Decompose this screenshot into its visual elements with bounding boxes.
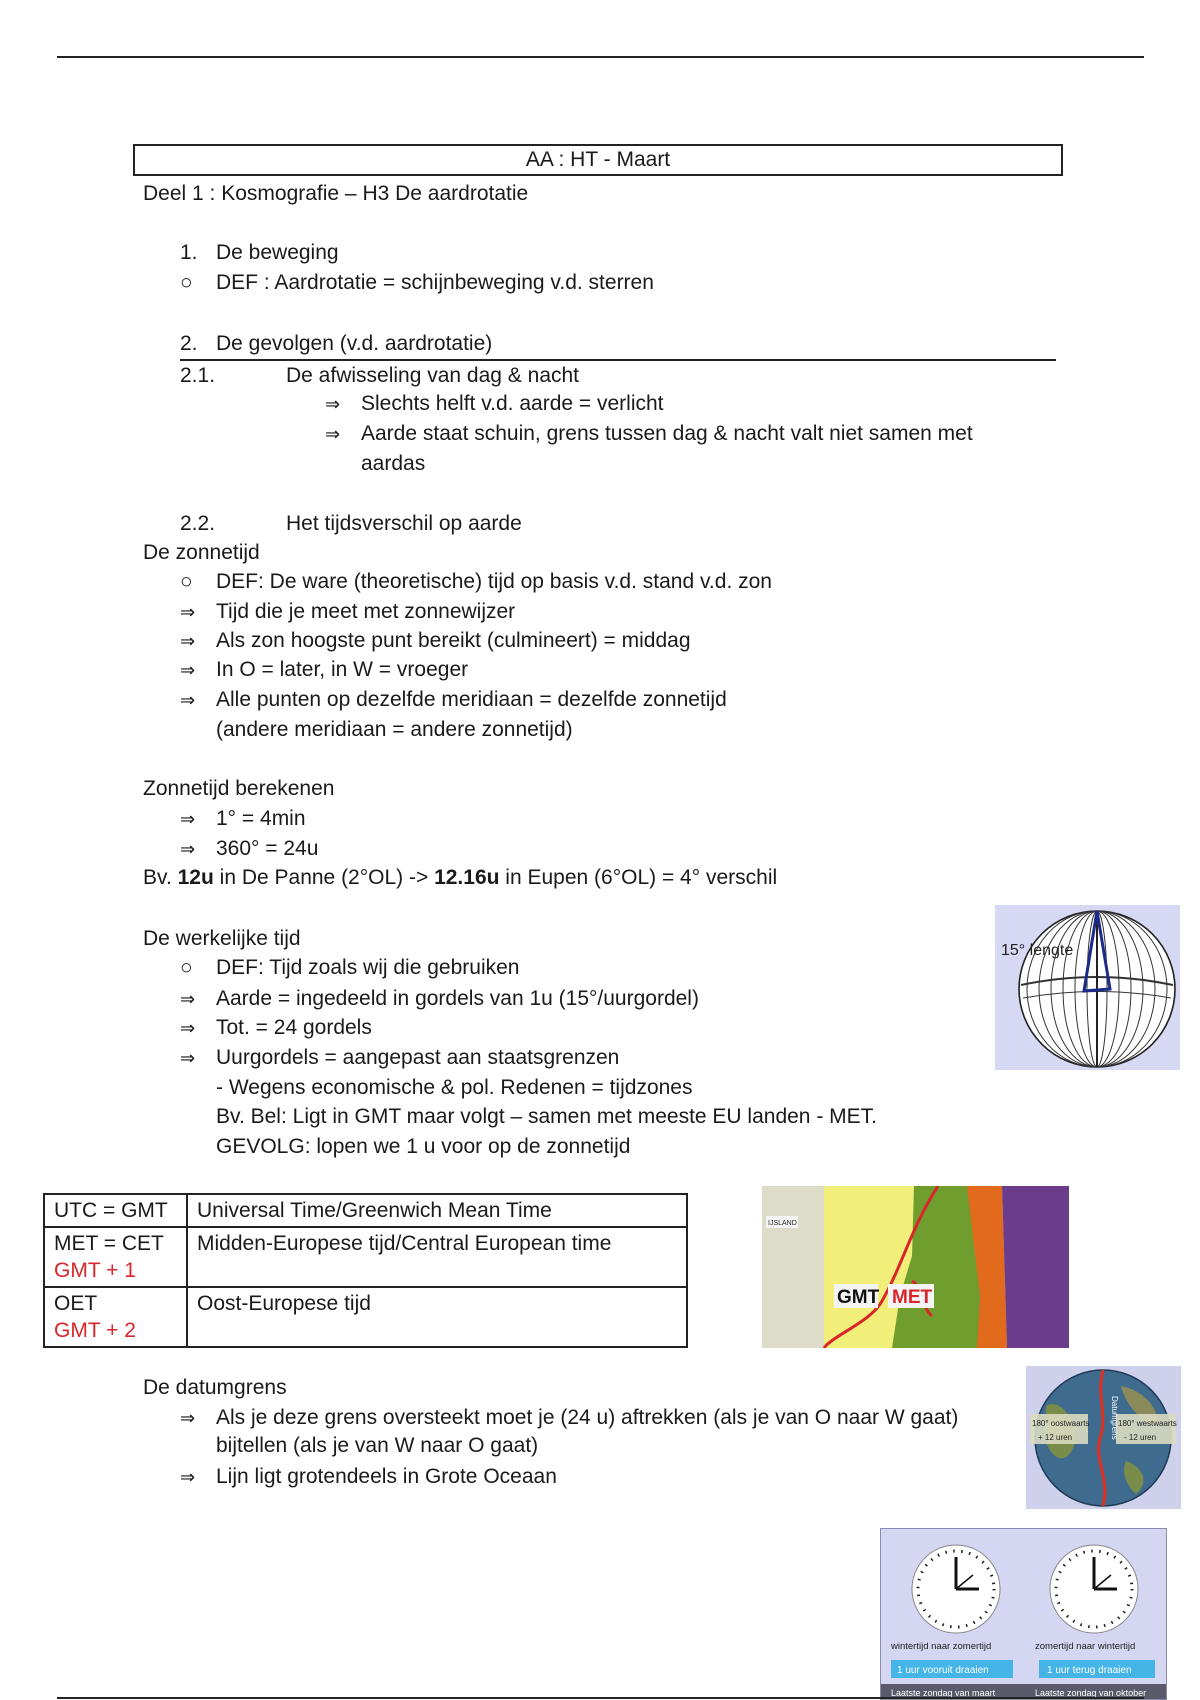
page-title: AA : HT - Maart xyxy=(133,144,1063,176)
subheading-2-2-number: 2.2. xyxy=(180,512,216,535)
abbreviation: OET xyxy=(54,1292,98,1315)
list-item xyxy=(180,1464,557,1490)
heading-1-number: 1. xyxy=(180,241,198,264)
list-item-text: 1° = 4min xyxy=(216,807,306,830)
list-item xyxy=(180,986,699,1012)
heading-zonnetijd-berekenen: Zonnetijd berekenen xyxy=(143,777,335,800)
heading-2-underline xyxy=(180,359,1056,361)
abbreviation: MET = CET xyxy=(54,1232,164,1255)
list-item-text: Slechts helft v.d. aarde = verlicht xyxy=(361,392,664,415)
map-met-label: MET xyxy=(892,1287,933,1308)
list-item xyxy=(180,1015,372,1041)
list-item-text: DEF: Tijd zoals wij die gebruiken xyxy=(216,956,520,979)
list-item-text: Aarde staat schuin, grens tussen dag & nacht valt niet samen met xyxy=(361,422,973,445)
clock2-caption: zomertijd naar wintertijd xyxy=(1035,1641,1136,1652)
arrow-icon: ⇒ xyxy=(180,989,196,1009)
list-item xyxy=(180,687,727,713)
heading-2 xyxy=(180,331,492,357)
table-cell: Universal Time/Greenwich Mean Time xyxy=(187,1194,687,1227)
clock2-footer: Laatste zondag van oktober xyxy=(1035,1688,1147,1698)
table-cell xyxy=(44,1227,187,1287)
table-cell: Midden-Europese tijd/Central European time xyxy=(187,1227,687,1287)
list-item-text: Aarde = ingedeeld in gordels van 1u (15°/uurgordel) xyxy=(216,987,699,1010)
heading-werkelijke-tijd: De werkelijke tijd xyxy=(143,927,301,950)
list-item-text: Als je deze grens oversteekt moet je (24 u) aftrekken (als je van O naar W gaat) xyxy=(216,1406,959,1429)
example-time-1: 12u xyxy=(177,866,214,889)
list-item xyxy=(180,836,318,862)
list-item xyxy=(180,657,468,683)
list-item xyxy=(180,1405,958,1431)
list-item-continuation: GEVOLG: lopen we 1 u voor op de zonnetijd xyxy=(216,1135,631,1158)
circle-bullet-icon: ○ xyxy=(180,570,193,593)
datumgrens-right-bottom: - 12 uren xyxy=(1124,1433,1157,1442)
list-item-text: Lijn ligt grotendeels in Grote Oceaan xyxy=(216,1465,557,1488)
example-prefix: Bv. xyxy=(143,866,178,889)
clock1-caption: wintertijd naar zomertijd xyxy=(891,1641,992,1652)
arrow-icon: ⇒ xyxy=(180,631,196,651)
list-item-text: DEF: De ware (theoretische) tijd op basis v.d. stand v.d. zon xyxy=(216,570,772,593)
arrow-icon: ⇒ xyxy=(180,1408,196,1428)
table-row xyxy=(44,1194,687,1227)
clock2-button-label: 1 uur terug draaien xyxy=(1047,1665,1132,1676)
circle-bullet-icon: ○ xyxy=(180,956,193,979)
arrow-icon: ⇒ xyxy=(180,690,196,710)
circle-bullet-icon: ○ xyxy=(180,271,193,294)
list-item-text: Als zon hoogste punt bereikt (culmineert) = middag xyxy=(216,629,691,652)
gmt-offset: GMT + 2 xyxy=(54,1319,136,1342)
subheading-2-1-number: 2.1. xyxy=(180,364,216,387)
list-item xyxy=(180,955,519,981)
list-item-text: Uurgordels = aangepast aan staatsgrenzen xyxy=(216,1046,620,1069)
arrow-icon: ⇒ xyxy=(180,602,196,622)
heading-1 xyxy=(180,240,339,266)
datumgrens-left-bottom: + 12 uren xyxy=(1038,1433,1073,1442)
gmt-offset: GMT + 1 xyxy=(54,1259,136,1282)
table-row xyxy=(44,1227,687,1287)
timezone-map-figure xyxy=(762,1186,1069,1348)
arrow-icon: ⇒ xyxy=(180,660,196,680)
clock-icon xyxy=(912,1545,1000,1633)
top-rule xyxy=(57,56,1144,58)
list-item-text: Alle punten op dezelfde meridiaan = dezelfde zonnetijd xyxy=(216,688,727,711)
list-item-text: 360° = 24u xyxy=(216,837,319,860)
list-item xyxy=(325,421,973,447)
definition-aardrotatie xyxy=(180,270,654,296)
list-item xyxy=(180,569,772,595)
example-time-2: 12.16u xyxy=(434,866,500,889)
globe-label: 15° lengte xyxy=(1001,942,1074,959)
list-item xyxy=(325,391,664,417)
list-item-continuation: aardas xyxy=(361,452,426,475)
list-item-continuation: - Wegens economische & pol. Redenen = tijdzones xyxy=(216,1076,693,1099)
list-item xyxy=(180,599,515,625)
heading-1-title: De beweging xyxy=(216,241,339,264)
list-item-text: Tot. = 24 gordels xyxy=(216,1016,372,1039)
list-item-text: In O = later, in W = vroeger xyxy=(216,658,469,681)
example-middle: in De Panne (2°OL) -> xyxy=(213,866,435,889)
arrow-icon: ⇒ xyxy=(180,1018,196,1038)
subheading-2-2-title: Het tijdsverschil op aarde xyxy=(286,512,522,535)
subheading-2-1-title: De afwisseling van dag & nacht xyxy=(286,364,580,387)
list-item-continuation: Bv. Bel: Ligt in GMT maar volgt – samen met meeste EU landen - MET. xyxy=(216,1105,877,1128)
table-cell: UTC = GMT xyxy=(44,1194,187,1227)
example-line xyxy=(143,865,777,891)
arrow-icon: ⇒ xyxy=(180,1467,196,1487)
arrow-icon: ⇒ xyxy=(325,394,341,414)
list-item-continuation: bijtellen (als je van W naar O gaat) xyxy=(216,1434,539,1457)
arrow-icon: ⇒ xyxy=(180,839,196,859)
section-heading: Deel 1 : Kosmografie – H3 De aardrotatie xyxy=(143,182,529,205)
table-cell: Oost-Europese tijd xyxy=(187,1287,687,1347)
daylight-saving-clocks-figure xyxy=(880,1528,1167,1700)
heading-2-number: 2. xyxy=(180,332,198,355)
list-item xyxy=(180,806,306,832)
list-item-continuation: (andere meridiaan = andere zonnetijd) xyxy=(216,718,573,741)
heading-zonnetijd: De zonnetijd xyxy=(143,541,260,564)
example-suffix: in Eupen (6°OL) = 4° verschil xyxy=(499,866,778,889)
heading-datumgrens: De datumgrens xyxy=(143,1376,287,1399)
list-item xyxy=(180,628,691,654)
bottom-rule xyxy=(57,1697,1144,1699)
timezone-table xyxy=(43,1193,688,1348)
table-row xyxy=(44,1287,687,1347)
datumgrens-right-top: 180° westwaarts xyxy=(1118,1419,1177,1428)
list-item-text: Tijd die je meet met zonnewijzer xyxy=(216,600,516,623)
datumgrens-left-top: 180° oostwaarts xyxy=(1032,1419,1090,1428)
map-gmt-label: GMT xyxy=(837,1287,880,1308)
arrow-icon: ⇒ xyxy=(180,1048,196,1068)
arrow-icon: ⇒ xyxy=(325,424,341,444)
list-item xyxy=(180,1045,619,1071)
datumgrens-label: Datumgrens xyxy=(1110,1396,1119,1440)
globe-meridians-figure xyxy=(995,905,1180,1070)
heading-2-title: De gevolgen (v.d. aardrotatie) xyxy=(216,332,493,355)
arrow-icon: ⇒ xyxy=(180,809,196,829)
date-line-globe-figure xyxy=(1026,1366,1181,1509)
table-cell xyxy=(44,1287,187,1347)
map-iceland-label: IJSLAND xyxy=(768,1220,797,1227)
clock-icon xyxy=(1050,1545,1138,1633)
clock1-footer: Laatste zondag van maart xyxy=(891,1688,996,1698)
clock1-button-label: 1 uur vooruit draaien xyxy=(897,1665,989,1676)
definition-text: DEF : Aardrotatie = schijnbeweging v.d. sterren xyxy=(216,271,654,294)
